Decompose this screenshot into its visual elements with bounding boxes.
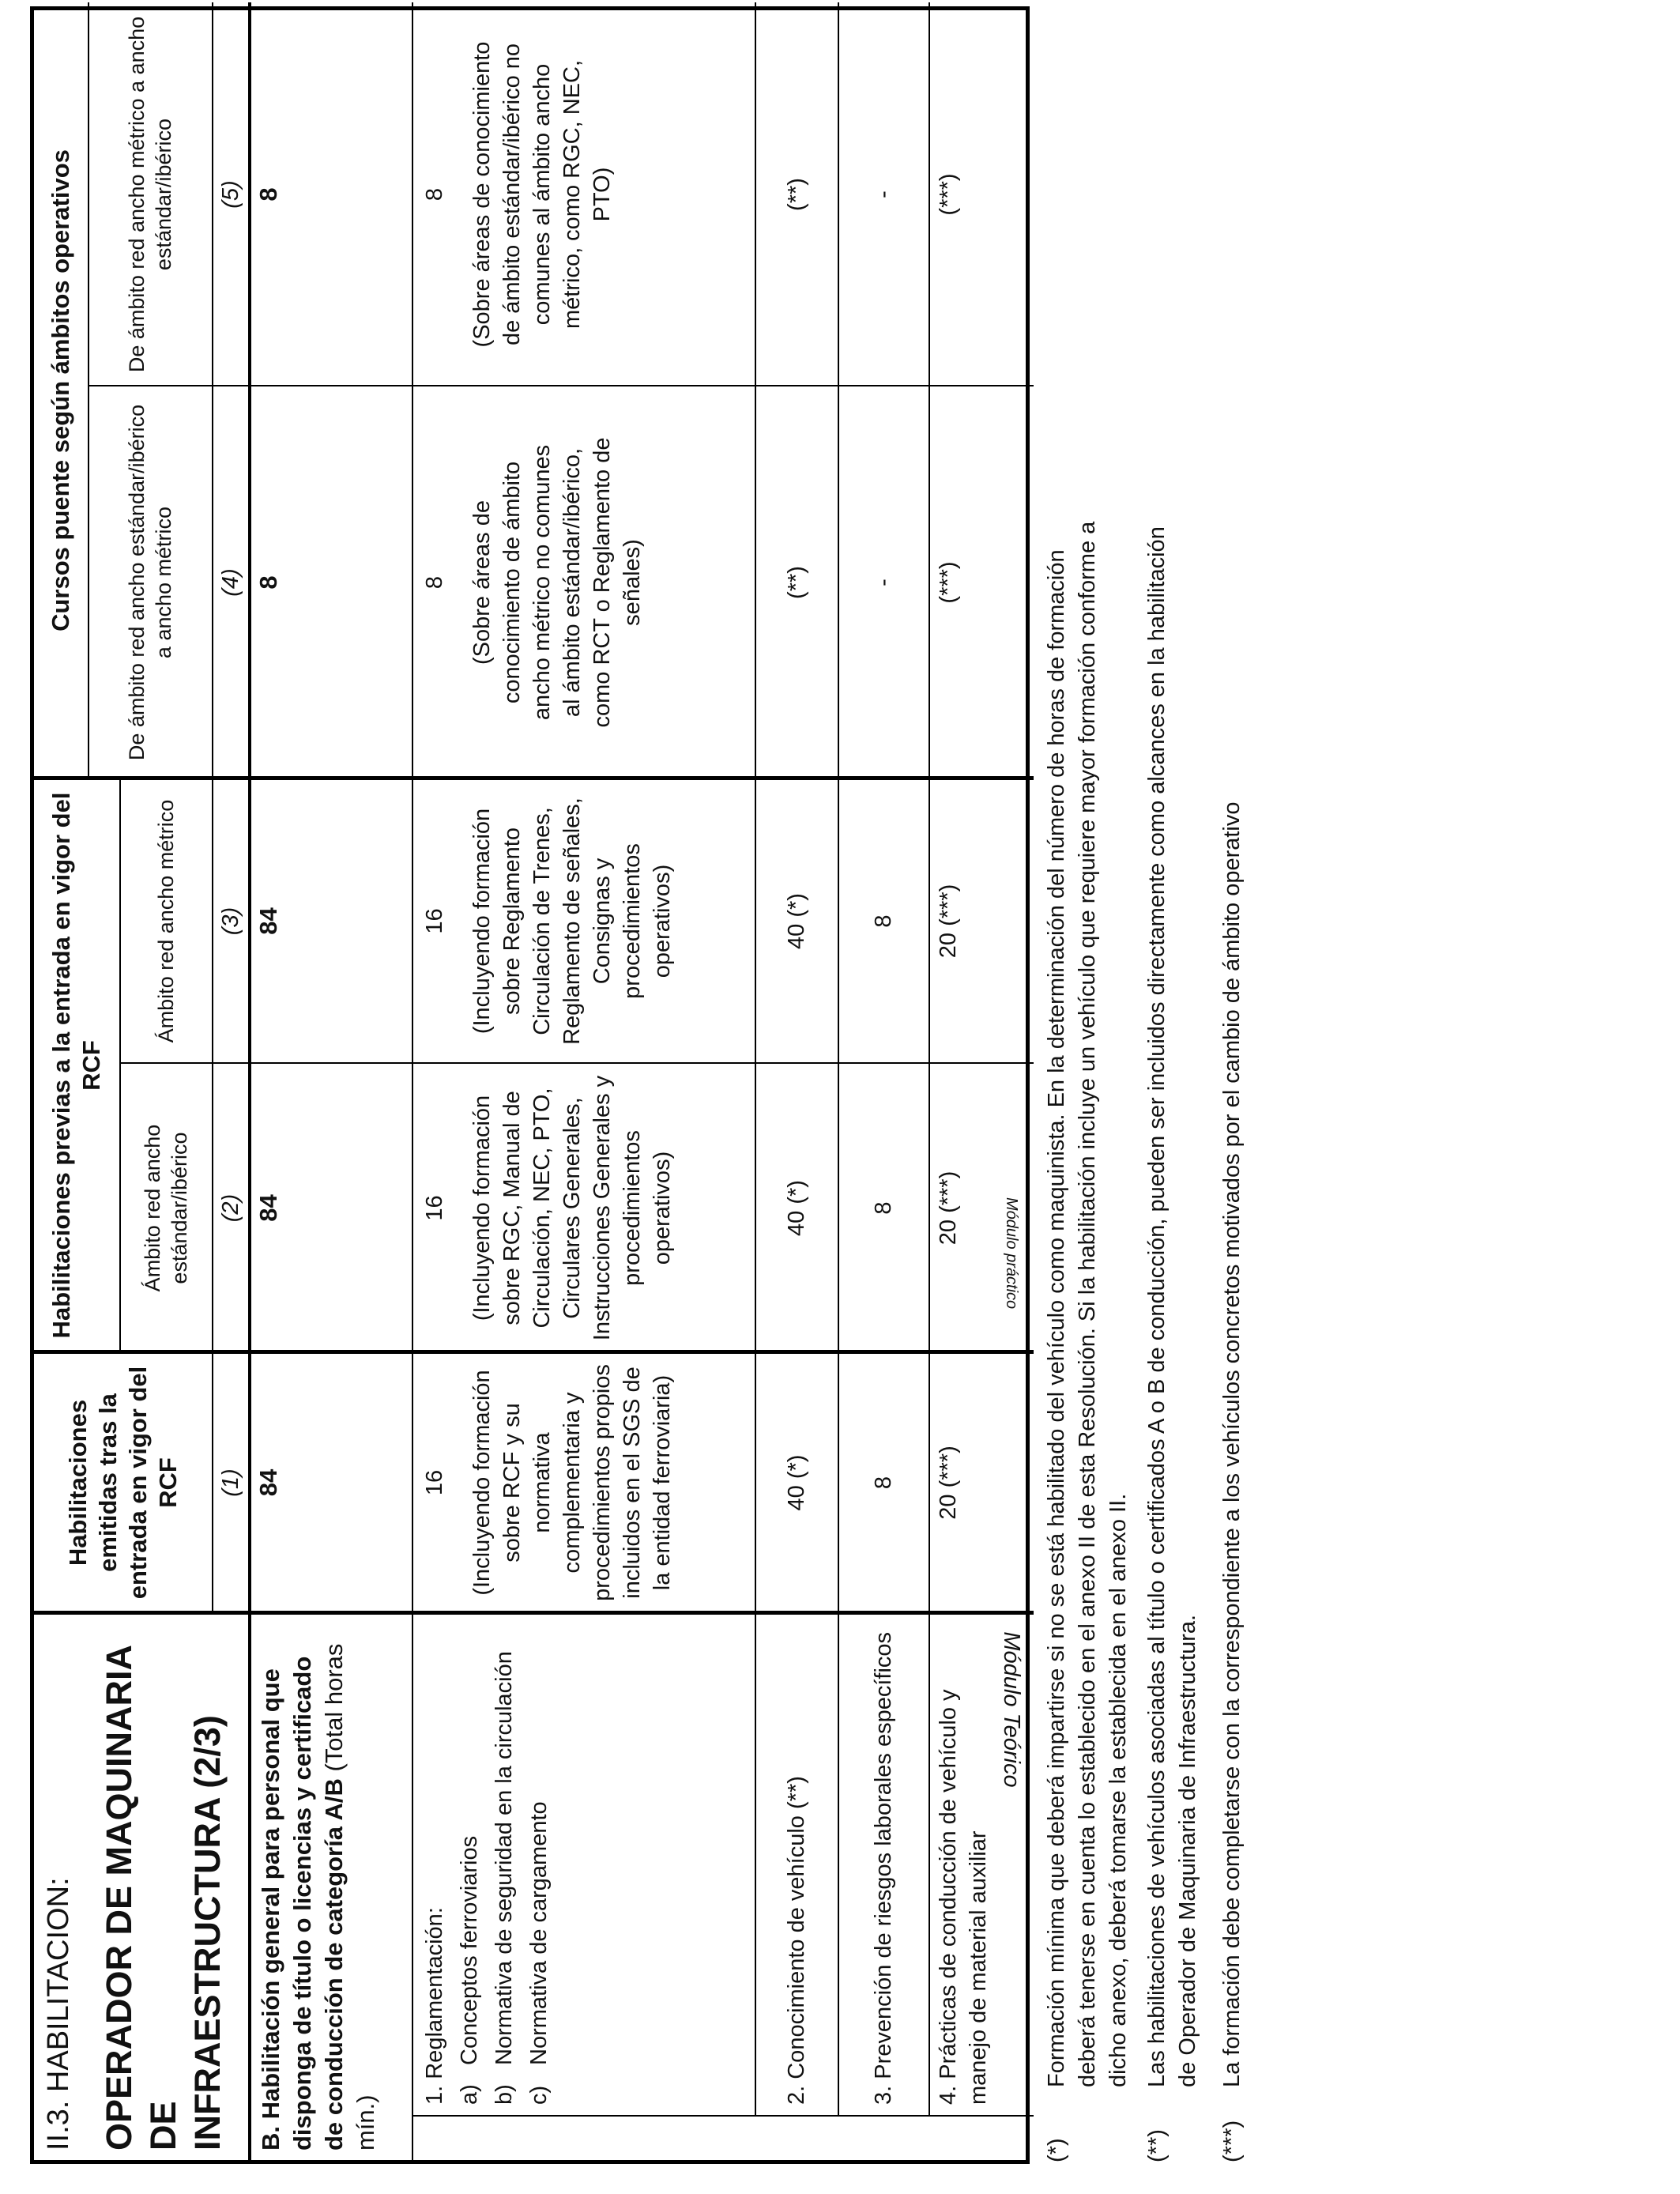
module-practico-label: Módulo práctico: [1003, 1197, 1020, 1310]
col3-description: Ámbito red ancho métrico: [153, 799, 178, 1043]
row1-item: b) Normativa de seguridad en la circulación: [492, 1651, 517, 2105]
col1-index: (1): [217, 1468, 243, 1497]
row4-value-1: 20 (***): [936, 1446, 961, 1520]
block-b-title: B. Habilitación general para personal que disponga de título o licencias y certificado de conducción de categoría A/B (Total horas mín.): [257, 1643, 379, 2151]
block-b-value-2: 84: [254, 1194, 282, 1222]
row1-label-block: [420, 1630, 554, 2105]
rule: [88, 2, 89, 778]
col5-description: De ámbito red ancho métrico a ancho estándar/ibérico: [124, 16, 175, 373]
row3-value-1: 8: [870, 1476, 896, 1490]
block-b-value-5: 8: [254, 187, 282, 202]
row4-value-2: 20 (***): [936, 1171, 961, 1246]
block-b-value-4: 8: [254, 575, 282, 590]
row1-value-3: 16: [422, 908, 447, 934]
row1-cell-1: [420, 1352, 677, 1613]
row4-value-5: (***): [936, 173, 961, 216]
row3-label: 3. Prevención de riesgos laborales específicos: [870, 1631, 896, 2105]
col2-index: (2): [217, 1193, 243, 1223]
rule: [119, 778, 121, 1352]
row3-value-5: -: [870, 190, 896, 198]
row1-item: c) Normativa de cargamento: [526, 1801, 552, 2105]
row3-value-2: 8: [870, 1201, 896, 1215]
row1-note-4: (Sobre áreas de conocimiento de ámbito ancho métrico no comunes al ámbito estándar/ibérico, como RCT o Reglamento de señales): [469, 437, 645, 728]
rule: [34, 1611, 1034, 1615]
row1-cell-2: [420, 1064, 677, 1352]
section-number: II.3. HABILITACION:: [42, 1877, 75, 2151]
row2-label: 2. Conocimiento de vehículo (**): [783, 1776, 809, 2105]
row1-note-5: (Sobre áreas de conocimiento de ámbito estándar/ibérico no comunes al ámbito ancho métrico, como RGC, NEC, PTO): [469, 41, 615, 348]
row3-value-3: 8: [870, 914, 896, 928]
col3-index: (3): [217, 907, 243, 936]
row2-value-1: 40 (*): [783, 1454, 809, 1511]
row4-value-3: 20 (***): [936, 884, 961, 959]
row1-cell-4: [420, 386, 647, 778]
block-b-value-3: 84: [254, 907, 282, 935]
row1-value-2: 16: [422, 1195, 447, 1221]
row3-value-4: -: [870, 579, 896, 586]
row1-items: [454, 1630, 554, 2105]
header-group-1: Habilitaciones emitidas tras la entrada en vigor del RCF: [63, 1366, 182, 1600]
block-b-value-1: 84: [254, 1468, 282, 1497]
row1-value-1: 16: [422, 1469, 447, 1496]
rule: [34, 776, 1034, 780]
rule: [412, 2115, 1034, 2117]
title-line-2: INFRAESTRUCTURA (2/3): [187, 1715, 228, 2151]
col5-index: (5): [217, 180, 243, 209]
row1-value-5: 8: [422, 187, 447, 202]
row4-value-4: (***): [936, 561, 961, 604]
rule: [88, 385, 1034, 386]
rule: [248, 2, 251, 2160]
rule: [119, 1062, 1034, 1064]
rule: [838, 2, 839, 2117]
col2-description: Ámbito red ancho estándar/ibérico: [140, 1124, 191, 1292]
row2-value-4: (**): [783, 566, 809, 599]
row1-note-1: (Incluyendo formación sobre RCF y su normativa complementaria y procedimientos propios incluidos en el SGS de la entidad ferroviaria): [469, 1364, 675, 1601]
row2-value-5: (**): [783, 178, 809, 211]
footnote-3: (***) La formación debe completarse con la correspondiente a los vehículos concretos motivados por el cambio de ámbito operativo: [1219, 801, 1245, 2162]
row1-cell-5: [420, 2, 617, 386]
training-table: [30, 6, 1030, 2164]
footnote-1: (*) Formación mínima que deberá impartirse si no se está habilitado del vehículo como maquinista. En la determinación del número de horas de formación deberá tenerse en cuenta lo establecido en el anexo II de esta Resolución. Si la habilitación incluye un vehículo que requiere mayor formación conforme a dicho anexo, deberá tomarse la establecida en el anexo II.: [1044, 521, 1131, 2162]
rule: [755, 2, 756, 2117]
row2-value-2: 40 (*): [783, 1180, 809, 1236]
row1-note-3: (Incluyendo formación sobre Reglamento Circulación de Trenes, Reglamento de señales, Consignas y procedimientos operativos): [469, 797, 675, 1045]
row4-label: 4. Prácticas de conducción de vehículo y manejo de material auxiliar: [936, 1689, 991, 2105]
col4-description: De ámbito red ancho estándar/ibérico a ancho métrico: [124, 404, 175, 761]
row1-label: 1. Reglamentación:: [422, 1907, 447, 2105]
row1-cell-3: [420, 778, 677, 1064]
rule: [212, 2, 213, 1613]
rule: [34, 1350, 1034, 1354]
footnote-2: (**) Las habilitaciones de vehículos asociadas al título o certificados A o B de conducción, pueden ser incluidos directamente como alcances en la habilitación de Operador de Maquinaria de Infraestructura.: [1144, 526, 1200, 2162]
header-group-2: Habilitaciones previas a la entrada en vigor del RCF: [47, 792, 105, 1339]
rule: [412, 2, 413, 2160]
rule: [929, 2, 930, 2117]
title-line-1: OPERADOR DE MAQUINARIA DE: [99, 1646, 183, 2151]
col4-index: (4): [217, 568, 243, 597]
row1-note-2: (Incluyendo formación sobre RGC, Manual de Circulación, NEC, PTO, Circulares Generales, Instrucciones Generales y procedimientos operativos): [469, 1075, 675, 1341]
header-group-3: Cursos puente según ámbitos operativos: [47, 149, 74, 631]
page-title: [97, 1613, 230, 2151]
row1-value-4: 8: [422, 575, 447, 590]
module-teorico-label: Módulo Teórico: [999, 1631, 1024, 1788]
row2-value-3: 40 (*): [783, 893, 809, 949]
row1-item: a) Conceptos ferroviarios: [457, 1835, 482, 2105]
